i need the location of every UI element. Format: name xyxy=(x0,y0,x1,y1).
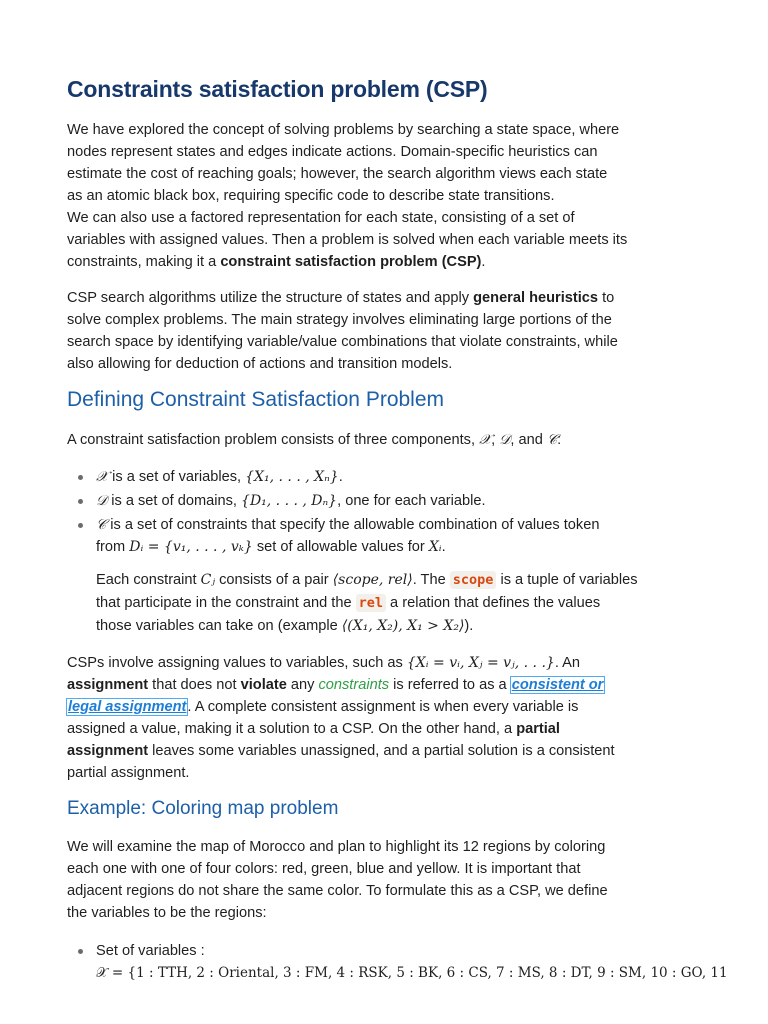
math-expression: Xᵢ xyxy=(428,539,442,555)
intro-line xyxy=(67,251,707,273)
text: A constraint satisfaction problem consists of three components, xyxy=(67,432,480,448)
text: ). xyxy=(464,618,474,634)
partial-term: partial xyxy=(516,721,560,737)
constraint-line xyxy=(96,615,716,638)
intro-line: We have explored the concept of solving problems by searching a state space, where xyxy=(67,122,620,138)
list-item xyxy=(67,490,727,512)
intro-paragraph xyxy=(67,119,707,273)
text: is a set of domains, xyxy=(107,493,242,509)
text: any xyxy=(286,677,319,693)
assignment-paragraph xyxy=(67,652,707,784)
math-expression: {D₁, . . . , Dₙ} xyxy=(241,493,338,509)
math-symbol: 𝒟 xyxy=(96,493,108,509)
bullet-dot xyxy=(78,523,83,528)
bullet-dot xyxy=(78,499,83,504)
assignment-line xyxy=(67,674,707,696)
text: . xyxy=(441,539,446,555)
text: , xyxy=(491,432,500,448)
rel-code: rel xyxy=(356,594,386,612)
text: set of allowable values for xyxy=(252,539,429,555)
text: CSP search algorithms utilize the structure of states and apply xyxy=(67,290,474,306)
assignment-term: assignment xyxy=(67,743,149,759)
text: Set of variables : xyxy=(96,943,205,959)
constraint-line xyxy=(96,592,716,615)
text: leaves some variables unassigned, and a partial solution is a consistent xyxy=(148,743,615,759)
text: assigned a value, making it a solution to a CSP. On the other hand, a xyxy=(67,721,517,737)
list-item xyxy=(67,466,727,488)
text: that participate in the constraint and the xyxy=(96,595,356,611)
intro-line: estimate the cost of reaching goals; however, the search algorithm views each state xyxy=(67,166,608,182)
components-intro xyxy=(67,429,707,451)
legal-assignment-link[interactable]: legal assignment xyxy=(68,699,187,715)
csp-term: constraint satisfaction problem (CSP) xyxy=(220,254,482,270)
text: . An xyxy=(554,655,580,671)
text: to xyxy=(598,290,615,306)
text: . A complete consistent assignment is when every variable is xyxy=(187,699,579,715)
example-line: each one with one of four colors: red, green, blue and yellow. It is important that xyxy=(67,861,581,877)
example-list xyxy=(67,940,727,984)
math-symbol: 𝒳 xyxy=(96,469,109,485)
constraints-term: constraints xyxy=(318,677,390,693)
intro-line: variables with assigned values. Then a problem is solved when each variable meets its xyxy=(67,232,628,248)
text: Each constraint xyxy=(96,572,201,588)
section-heading-defining: Defining Constraint Satisfaction Problem xyxy=(67,388,445,411)
math-symbol: 𝒞 xyxy=(96,517,107,533)
csp-line: solve complex problems. The main strategy involves eliminating large portions of the xyxy=(67,312,612,328)
bullet-dot xyxy=(78,949,83,954)
math-symbol: 𝒞 xyxy=(546,432,558,448)
bullet-dot xyxy=(78,475,83,480)
text: . xyxy=(481,254,486,270)
intro-line: as an atomic black box, requiring specific code to describe state transitions. xyxy=(67,188,555,204)
text: : xyxy=(557,432,562,448)
math-expression: ⟨(X₁, X₂), X₁ > X₂⟩ xyxy=(341,618,465,634)
text: from xyxy=(96,539,130,555)
text: a relation that defines the values xyxy=(386,595,601,611)
csp-line xyxy=(67,287,707,309)
example-line: We will examine the map of Morocco and plan to highlight its 12 regions by coloring xyxy=(67,839,606,855)
math-expression: Cⱼ xyxy=(200,572,216,588)
section-heading-example: Example: Coloring map problem xyxy=(67,798,339,819)
consistent-assignment-link[interactable]: consistent or xyxy=(511,677,604,693)
example-paragraph xyxy=(67,836,707,924)
text: consists of a pair xyxy=(215,572,333,588)
text: . xyxy=(338,469,343,485)
csp-paragraph xyxy=(67,287,707,375)
variables-math: 𝒳 = {1 : TTH, 2 : Oriental, 3 : FM, 4 : RSK, 5 : BK, 6 : CS, 7 : MS, 8 : DT, 9 : SM, 10 : GO, 11 xyxy=(96,965,728,981)
assignment-line xyxy=(67,740,707,762)
assignment-term: assignment xyxy=(67,677,149,693)
intro-line: nodes represent states and edges indicate actions. Domain-specific heuristics can xyxy=(67,144,598,160)
math-expression: {Xᵢ = vᵢ, Xⱼ = vⱼ, . . .} xyxy=(406,655,555,671)
text: , one for each variable. xyxy=(337,493,486,509)
assignment-line xyxy=(67,696,707,718)
example-line: adjacent regions do not share the same color. To formulate this as a CSP, we define xyxy=(67,883,608,899)
assignment-line xyxy=(67,718,707,740)
list-item xyxy=(67,514,727,558)
math-symbol: 𝒟 xyxy=(499,432,511,448)
math-expression: {X₁, . . . , Xₙ} xyxy=(245,469,339,485)
scope-code: scope xyxy=(450,571,497,589)
intro-line: We can also use a factored representation for each state, consisting of a set of xyxy=(67,210,575,226)
assignment-line xyxy=(67,652,707,674)
example-line: the variables to be the regions: xyxy=(67,905,267,921)
csp-line: search space by identifying variable/value combinations that violate constraints, while xyxy=(67,334,618,350)
list-item xyxy=(67,940,727,984)
math-symbol: 𝒳 xyxy=(479,432,492,448)
text: . The xyxy=(412,572,450,588)
math-expression: ⟨scope, rel⟩ xyxy=(332,572,413,588)
text: is a tuple of variables xyxy=(496,572,638,588)
text: is a set of variables, xyxy=(108,469,246,485)
text: is referred to as a xyxy=(389,677,511,693)
text: is a set of constraints that specify the allowable combination of values token xyxy=(106,517,600,533)
components-list xyxy=(67,466,727,558)
general-heuristics-term: general heuristics xyxy=(473,290,599,306)
text: constraints, making it a xyxy=(67,254,221,270)
violate-term: violate xyxy=(240,677,287,693)
assignment-line: partial assignment. xyxy=(67,765,190,781)
csp-line: also allowing for deduction of actions and transition models. xyxy=(67,356,453,372)
text: CSPs involve assigning values to variables, such as xyxy=(67,655,407,671)
page-title: Constraints satisfaction problem (CSP) xyxy=(67,76,488,102)
components-line xyxy=(67,429,707,451)
text: those variables can take on (example xyxy=(96,618,342,634)
constraint-description xyxy=(96,569,716,638)
text: , and xyxy=(510,432,547,448)
text: that does not xyxy=(148,677,241,693)
constraint-line xyxy=(96,569,716,592)
math-expression: Dᵢ = {v₁, . . . , vₖ} xyxy=(129,539,253,555)
